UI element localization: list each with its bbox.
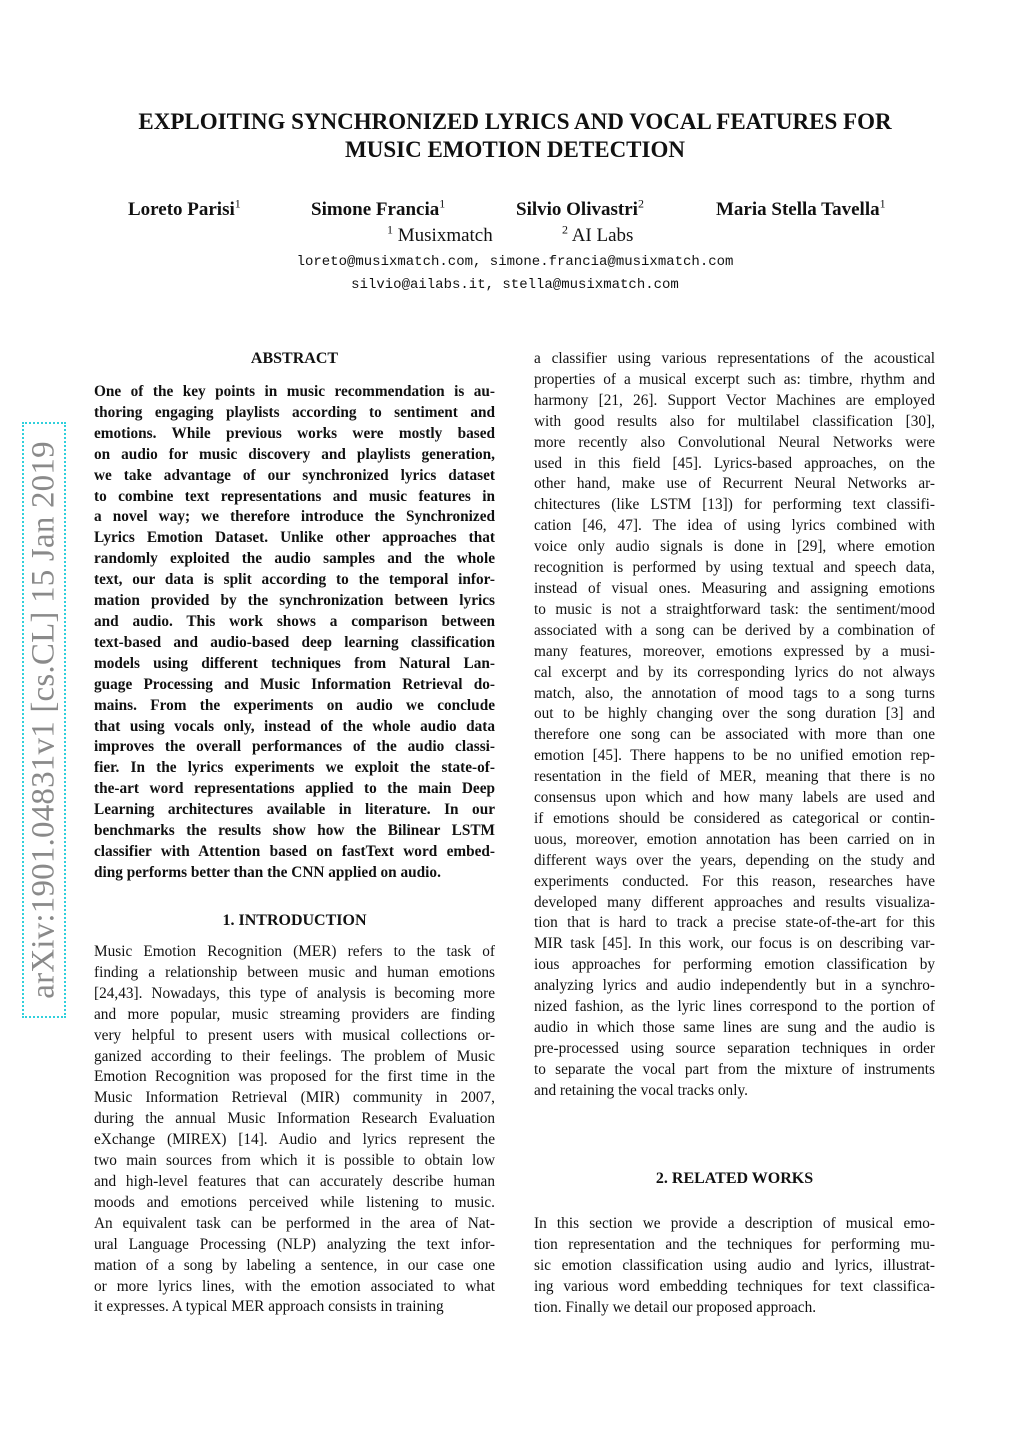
text-line: properties of a musical excerpt such as: timbre, rhythm and: [534, 370, 935, 388]
text-line: nized fashion, as the lyric lines correspond to the portion of: [534, 998, 935, 1016]
text-line: randomly exploited the audio samples and the whole: [94, 550, 495, 568]
abstract-heading: ABSTRACT: [250, 350, 339, 367]
text-line: mains. From the experiments on audio we conclude: [94, 696, 495, 714]
author-3: Silvio Olivastri$^2$: [516, 196, 644, 220]
paper-title: [90, 108, 940, 164]
text-line: text, our data is split according to the temporal infor-: [94, 571, 495, 589]
introduction-heading: 1. INTRODUCTION: [222, 912, 367, 929]
text-line: Learning architectures available in literature. In our: [94, 801, 495, 819]
text-line: match, also, the annotation of mood tags to a song turns: [534, 684, 935, 702]
text-line: improves the overall performances of the audio classi-: [94, 738, 495, 756]
text-line: Lyrics Emotion Dataset. Unlike other approaches that: [94, 529, 495, 547]
text-line: and retaining the vocal tracks only.: [534, 1081, 748, 1099]
text-line: recognition is performed by using textual and speech data,: [534, 559, 935, 577]
text-line: An equivalent task can be performed in the area of Nat-: [94, 1214, 495, 1232]
text-line: emotions. While previous works were mostly based: [94, 424, 495, 442]
text-line: finding a relationship between music and human emotions: [94, 963, 495, 981]
author-1: Loreto Parisi$^1$: [128, 196, 241, 220]
text-line: different ways over the years, depending on the study and: [534, 851, 935, 869]
text-line: on audio for music discovery and playlists generation,: [94, 445, 495, 463]
text-line: tion. Finally we detail our proposed approach.: [534, 1298, 817, 1316]
title-line-1: EXPLOITING SYNCHRONIZED LYRICS AND VOCAL FEATURES FOR: [138, 109, 892, 134]
text-line: ing various word embedding techniques for text classifica-: [534, 1277, 935, 1295]
text-line: and audio. This work shows a comparison between: [94, 612, 495, 630]
text-line: resentation in the field of MER, meaning that there is no: [534, 768, 935, 786]
related-works-body: [534, 1214, 935, 1319]
text-line: a classifier using various representations of the acoustical: [534, 350, 935, 367]
text-line: tion that is hard to track a precise state-of-the-art for this: [534, 914, 935, 932]
text-line: experiments conducted. For this reason, researches have: [534, 872, 935, 890]
text-line: harmony [21, 26]. Support Vector Machines are employed: [534, 391, 935, 409]
text-line: very helpful to present users with musical collections or-: [94, 1026, 495, 1044]
text-line: other hand, make use of Recurrent Neural Networks ar-: [534, 475, 935, 493]
text-line: One of the key points in music recommendation is au-: [94, 383, 495, 400]
author-2: Simone Francia$^1$: [311, 196, 446, 220]
text-line: In this section we provide a description of musical emo-: [534, 1215, 935, 1232]
title-line-2: MUSIC EMOTION DETECTION: [345, 137, 685, 162]
text-line: pre-processed using source separation techniques in order: [534, 1039, 935, 1057]
text-line: instead of visual ones. Measuring and assigning emotions: [534, 579, 935, 597]
text-line: the-art word representations applied to the main Deep: [94, 780, 495, 798]
text-line: tion representation and the techniques for performing mu-: [534, 1235, 935, 1253]
related-works-heading: 2. RELATED WORKS: [655, 1170, 814, 1187]
text-line: ural Language Processing (NLP) analyzing the text infor-: [94, 1235, 495, 1253]
text-line: [24,43]. Nowadays, this type of analysis is becoming more: [94, 984, 495, 1002]
text-line: developed many different approaches and results visualiza-: [534, 893, 935, 911]
text-line: we take advantage of our synchronized lyrics dataset: [94, 466, 495, 484]
text-line: two main sources from which it is possible to obtain low: [94, 1152, 495, 1170]
text-line: during the annual Music Information Research Evaluation: [94, 1110, 495, 1128]
text-line: thoring engaging playlists according to sentiment and: [94, 403, 495, 421]
text-line: analyzing lyrics and audio independently but in a synchro-: [534, 977, 935, 995]
abstract-body: [94, 382, 495, 884]
text-line: that using vocals only, instead of the whole audio data: [94, 717, 495, 735]
text-line: consensus upon which and how many labels are used and: [534, 789, 935, 807]
affiliation-2: $^2$ AI Labs: [562, 222, 634, 246]
introduction-continued-body: [534, 349, 935, 1102]
text-line: cation [46, 47]. The idea of using lyrics combined with: [534, 517, 935, 535]
text-line: therefore one song can be associated with more than one: [534, 726, 935, 744]
text-line: sic emotion classification using audio and lyrics, illustrat-: [534, 1256, 935, 1274]
text-line: ganized according to their feelings. The problem of Music: [94, 1047, 495, 1065]
text-line: to separate the vocal part from the mixture of instruments: [534, 1060, 935, 1078]
text-line: and high-level features that can accurately describe human: [94, 1172, 495, 1190]
text-line: moods and emotions perceived while listening to music.: [94, 1193, 495, 1211]
text-line: classifier with Attention based on fastText word embed-: [94, 842, 495, 860]
text-line: fier. In the lyrics experiments we exploit the state-of-: [94, 759, 495, 777]
text-line: a novel way; we therefore introduce the Synchronized: [94, 508, 495, 526]
text-line: chitectures (like LSTM [13]) for performing text classifi-: [534, 496, 935, 514]
text-line: voice only audio signals is done in [29], where emotion: [534, 538, 935, 556]
text-line: audio in which those same lines are sung and the audio is: [534, 1019, 935, 1036]
text-line: to combine text representations and music features in: [94, 487, 495, 505]
text-line: or more lyrics lines, with the emotion associated to what: [94, 1277, 495, 1295]
text-line: mation of a song by labeling a sentence, in our case one: [94, 1256, 495, 1274]
text-line: to music is not a straightforward task: the sentiment/mood: [534, 600, 935, 618]
text-line: used in this field [45]. Lyrics-based approaches, on the: [534, 454, 935, 472]
email-line-1: loreto@musixmatch.com, simone.francia@musixmatch.com: [296, 254, 734, 270]
text-line: Music Information Retrieval (MIR) community in 2007,: [94, 1089, 495, 1107]
text-line: models using different techniques from Natural Lan-: [94, 654, 495, 672]
text-line: more recently also Convolutional Neural Networks were: [534, 433, 935, 451]
text-line: uous, moreover, emotion annotation has been carried on in: [534, 830, 935, 848]
text-line: it expresses. A typical MER approach consists in training: [94, 1298, 444, 1316]
email-line-2: silvio@ailabs.it, stella@musixmatch.com: [351, 277, 679, 293]
text-line: many features, moreover, emotions expressed by a musi-: [534, 642, 935, 660]
introduction-body: [94, 942, 495, 1318]
text-line: ious approaches for performing emotion classification by: [534, 956, 935, 974]
text-line: eXchange (MIREX) [14]. Audio and lyrics represent the: [94, 1131, 495, 1149]
text-line: mation provided by the synchronization between lyrics: [94, 592, 495, 610]
text-line: with good results also for multilabel classification [30],: [534, 412, 935, 430]
text-line: Emotion Recognition was proposed for the first time in the: [94, 1068, 495, 1086]
text-line: ding performs better than the CNN applied on audio.: [94, 863, 441, 881]
affiliation-1: $^1$ Musixmatch: [387, 222, 493, 246]
text-line: benchmarks the results show how the Bilinear LSTM: [94, 822, 495, 840]
text-line: guage Processing and Music Information Retrieval do-: [94, 675, 495, 693]
arxiv-stamp: arXiv:1901.04831v1 [cs.CL] 15 Jan 2019: [25, 441, 62, 999]
text-line: and more popular, music streaming providers are finding: [94, 1005, 495, 1023]
text-line: if emotions should be considered as categorical or contin-: [534, 809, 935, 827]
text-line: out to be highly changing over the song duration [3] and: [534, 705, 935, 723]
text-line: text-based and audio-based deep learning classification: [94, 633, 495, 651]
text-line: Music Emotion Recognition (MER) refers to the task of: [94, 943, 495, 960]
text-line: emotion [45]. There happens to be no unified emotion rep-: [534, 747, 935, 765]
author-4: Maria Stella Tavella$^1$: [716, 196, 886, 220]
text-line: cal excerpt and by its corresponding lyrics do not always: [534, 663, 935, 681]
text-line: MIR task [45]. In this work, our focus is on describing var-: [534, 935, 935, 953]
text-line: associated with a song can be derived by a combination of: [534, 621, 935, 639]
